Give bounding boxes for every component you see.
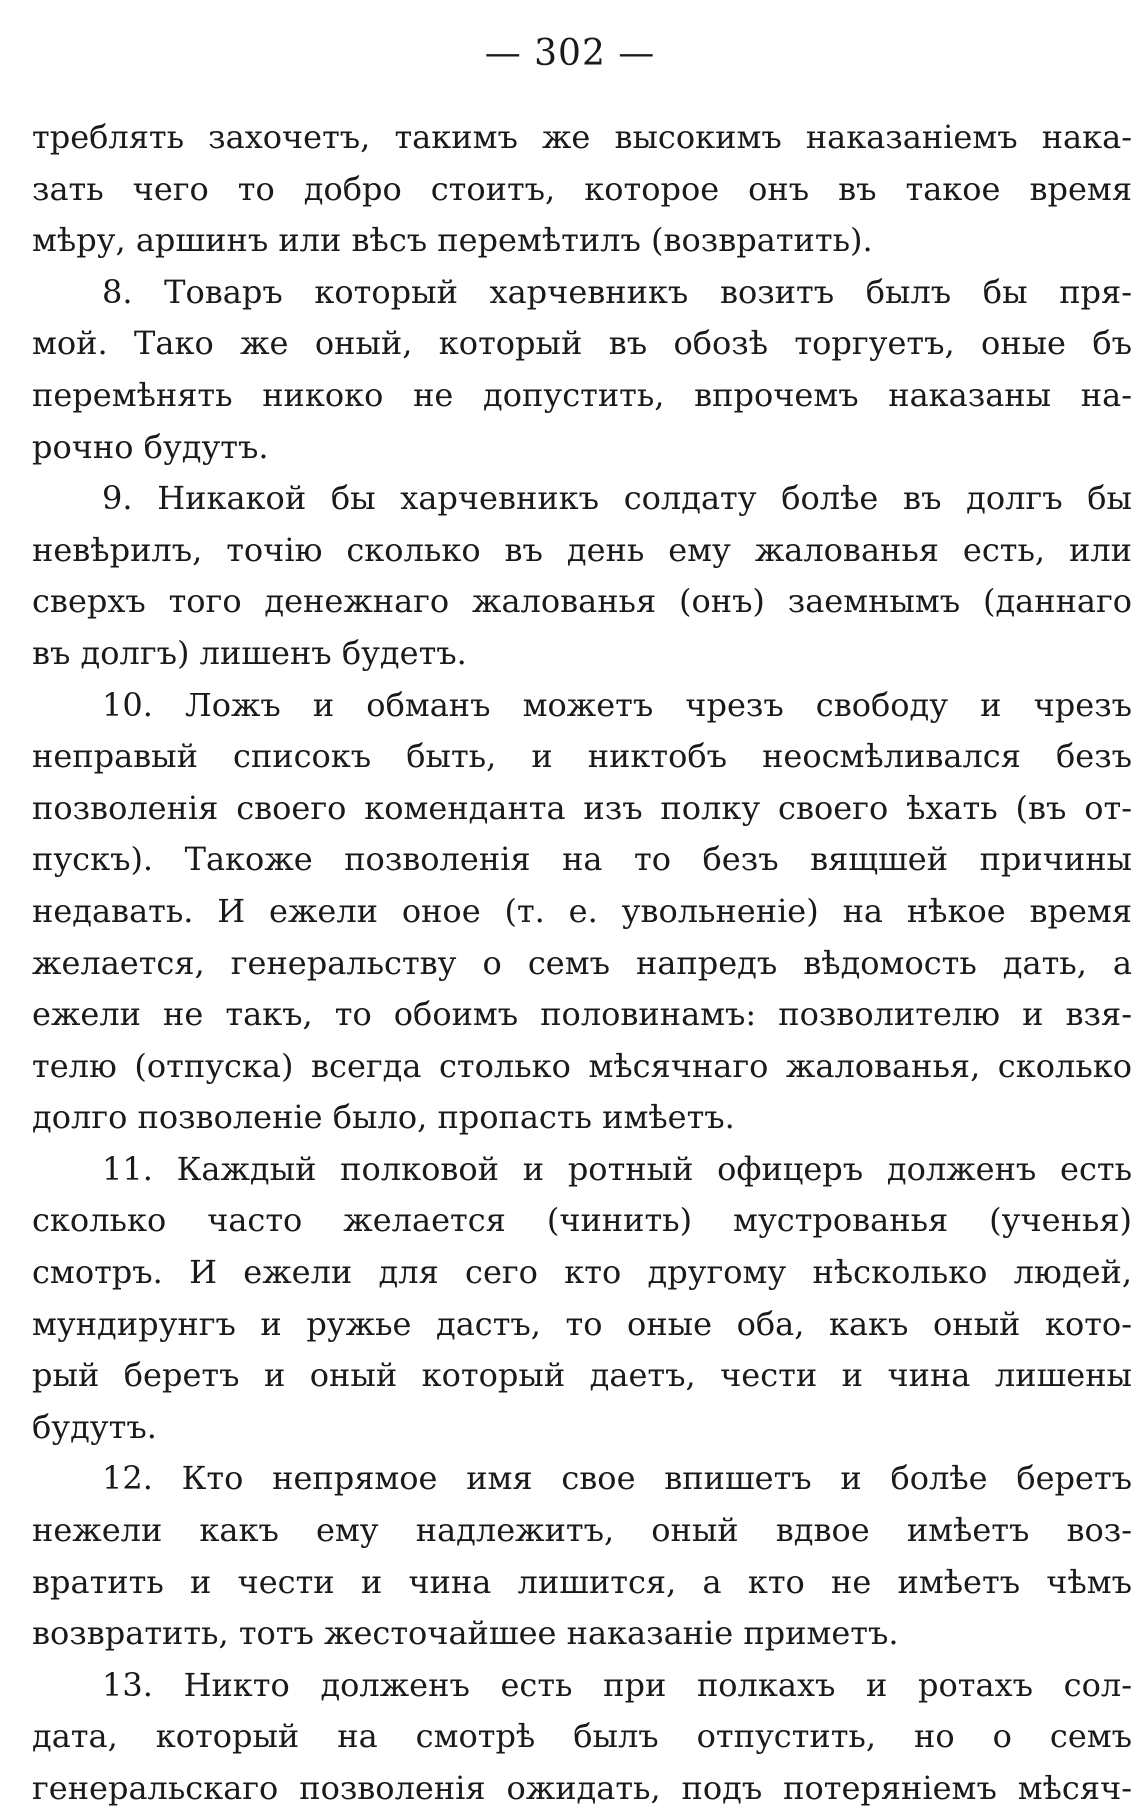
text-line: недавать. И ежели оное (т. е. увольненіе) на нѣкое время [32,891,1132,930]
text-line: рый беретъ и оный который даетъ, чести и чина лишены [32,1356,1132,1395]
text-line: будутъ. [32,1407,157,1446]
text-line: вратить и чести и чина лишится, а кто не имѣетъ чѣмъ [32,1562,1132,1601]
text-line: треблять захочетъ, такимъ же высокимъ наказаніемъ нака- [32,118,1132,156]
text-line: сверхъ того денежнаго жалованья (онъ) заемнымъ (даннаго [32,582,1132,621]
text-line: телю (отпуска) всегда столько мѣсячнаго жалованья, сколько [32,1046,1132,1085]
text-line: 10. Ложъ и обманъ можетъ чрезъ свободу и чрезъ [102,685,1132,724]
text-line: пускъ). Такоже позволенія на то безъ вящшей причины [32,840,1132,879]
text-line: сколько часто желается (чинить) мустрованья (ученья) [32,1201,1132,1240]
text-line: 8. Товаръ который харчевникъ возитъ былъ бы пря- [102,272,1132,311]
text-line: желается, генеральству о семъ напредъ вѣдомость дать, а [32,943,1132,982]
text-line: генеральскаго позволенія ожидать, подъ потеряніемъ мѣсяч- [32,1769,1132,1807]
text-line: 9. Никакой бы харчевникъ солдату болѣе въ долгъ бы [102,479,1132,518]
text-line: неправый списокъ быть, и никтобъ неосмѣливался безъ [32,737,1132,776]
text-line: 11. Каждый полковой и ротный офицеръ долженъ есть [102,1149,1132,1188]
text-line: мой. Тако же оный, который въ обозѣ торгуетъ, оные бъ [32,324,1132,363]
text-line: дата, который на смотрѣ былъ отпустить, но о семъ [32,1717,1132,1756]
text-line: рочно будутъ. [32,427,269,466]
text-line: мѣру, аршинъ или вѣсъ перемѣтилъ (возвратить). [32,221,873,260]
text-line: невѣрилъ, точію сколько въ день ему жалованья есть, или [32,530,1132,569]
text-line: ежели не такъ, то обоимъ половинамъ: позволителю и взя- [32,995,1132,1034]
text-line: возвратить, тотъ жесточайшее наказаніе приметъ. [32,1614,899,1653]
text-line: мундирунгъ и ружье дастъ, то оные оба, какъ оный кото- [32,1304,1132,1343]
text-line: долго позволеніе было, пропасть имѣетъ. [32,1098,735,1137]
text-line: 12. Кто непрямое имя свое впишетъ и болѣе беретъ [102,1459,1132,1498]
text-line: 13. Никто долженъ есть при полкахъ и ротахъ сол- [102,1665,1132,1704]
page-body [32,112,1132,1815]
text-line: въ долгъ) лишенъ будетъ. [32,633,467,672]
text-line: смотръ. И ежели для сего кто другому нѣсколько людей, [32,1253,1132,1292]
page-number: — 302 — [484,33,656,74]
text-line: позволенія своего коменданта изъ полку своего ѣхать (въ от- [32,788,1132,827]
text-line: перемѣнять никоко не допустить, впрочемъ наказаны на- [32,375,1132,414]
text-line: нежели какъ ему надлежитъ, оный вдвое имѣетъ воз- [32,1511,1132,1550]
text-line: зать чего то добро стоитъ, которое онъ въ такое время [32,169,1132,208]
